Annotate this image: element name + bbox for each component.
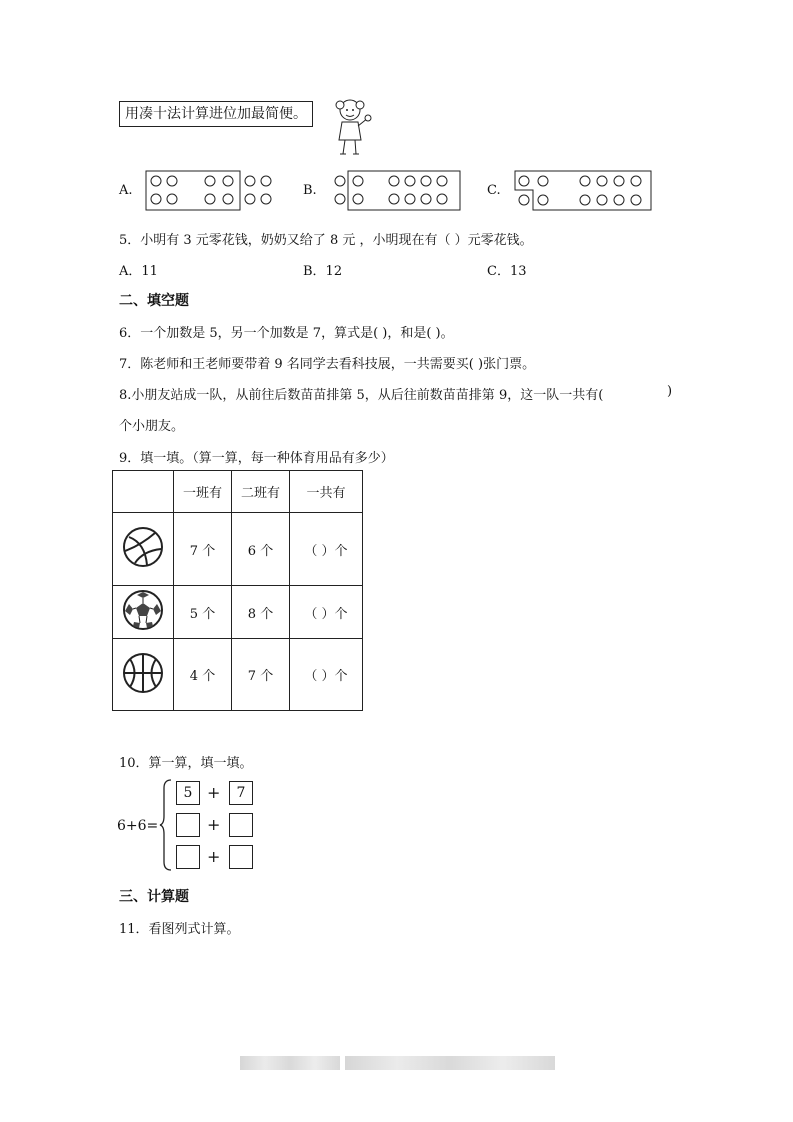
table-row [113,586,363,639]
blurred-footer-watermark [240,1056,340,1070]
soccer-class1: 5 个 [174,586,232,639]
table-header-total: 一共有 [290,471,363,513]
option-c-ten-frame[interactable] [513,170,655,212]
volleyball-total-blank[interactable]: （ ）个 [290,513,363,586]
section-heading-calculation: 三、计算题 [119,889,189,905]
curly-brace [159,778,173,872]
q5-option-a[interactable]: A．11 [119,264,158,279]
table-row [113,513,363,586]
q10-stem: 10．算一算，填一填。 [119,756,253,771]
table-header-blank [113,471,174,513]
option-c-label: C. [487,183,501,198]
plus-sign: + [207,783,221,802]
q5-option-c[interactable]: C．13 [487,264,527,279]
basketball-class2: 7 个 [232,639,290,711]
speech-bubble: 用凑十法计算进位加最简便。 [119,101,313,127]
volleyball-icon [113,513,174,586]
soccer-ball-icon [113,586,174,639]
option-b-label: B. [303,183,317,198]
q5-stem: 5．小明有 3 元零花钱，奶奶又给了 8 元 ，小明现在有（ ）元零花钱。 [119,233,533,248]
option-a-label: A. [119,183,133,198]
basketball-class1: 4 个 [174,639,232,711]
plus-sign: + [207,815,221,834]
basketball-icon [113,639,174,711]
blank-addend-box[interactable] [176,845,200,869]
basketball-total-blank[interactable]: （ ）个 [290,639,363,711]
table-header-class1: 一班有 [174,471,232,513]
blank-addend-box[interactable] [229,845,253,869]
option-a-ten-frame[interactable] [144,170,282,212]
q8-text-line2: 个小朋友。 [119,419,185,434]
option-b-ten-frame[interactable] [332,170,464,212]
table-row [113,639,363,711]
soccer-class2: 8 个 [232,586,290,639]
addend-box: 5 [176,781,200,805]
q8-text-line1: 8.小朋友站成一队，从前往后数苗苗排第 5，从后往前数苗苗排第 9，这一队一共有( [119,388,604,403]
q8-close-paren: ) [667,384,673,399]
addend-box: 7 [229,781,253,805]
blank-addend-box[interactable] [176,813,200,837]
q10-lhs: 6+6= [117,818,159,834]
q9-stem: 9．填一填。（算一算，每一种体育用品有多少） [119,451,394,466]
table-header-class2: 二班有 [232,471,290,513]
section-heading-fill-in: 二、填空题 [119,293,189,309]
plus-sign: + [207,847,221,866]
blank-addend-box[interactable] [229,813,253,837]
soccer-total-blank[interactable]: （ ）个 [290,586,363,639]
volleyball-class1: 7 个 [174,513,232,586]
q6-text: 6．一个加数是 5，另一个加数是 7，算式是( )，和是( )。 [119,326,454,341]
q5-option-b[interactable]: B．12 [303,264,343,279]
blurred-footer-watermark [345,1056,555,1070]
sports-equipment-table [112,470,363,711]
q7-text: 7．陈老师和王老师要带着 9 名同学去看科技展，一共需要买( )张门票。 [119,357,536,372]
volleyball-class2: 6 个 [232,513,290,586]
girl-figure [328,96,372,158]
q11-text: 11．看图列式计算。 [119,922,240,937]
